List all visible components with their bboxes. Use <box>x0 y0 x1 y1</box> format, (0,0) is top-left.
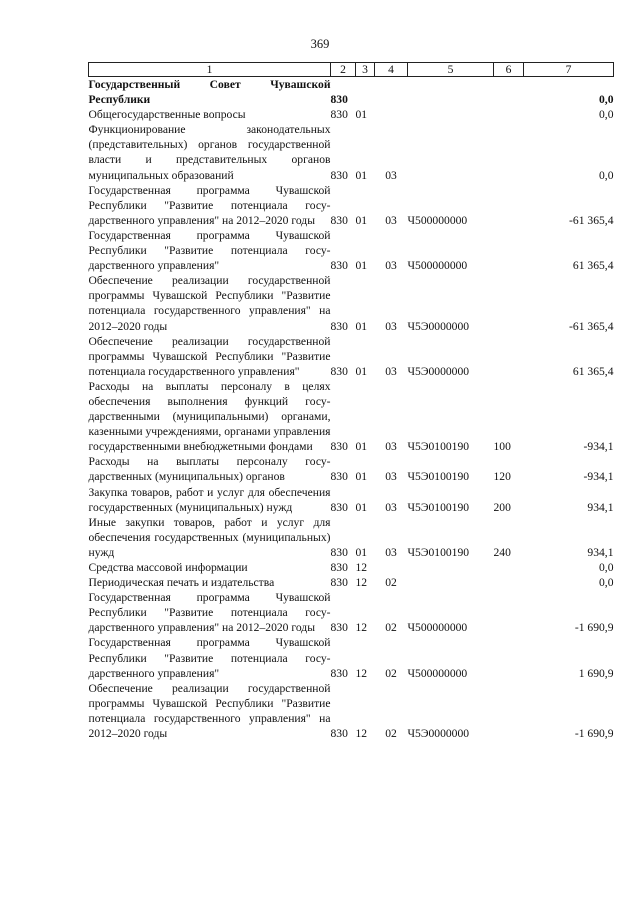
target-article-cell <box>408 122 494 182</box>
row-name-cell: Государственный Совет Чувашской Республики <box>88 78 331 107</box>
target-article-cell: Ч5Э0000000 <box>407 319 470 333</box>
section-code-cell: 01 <box>355 364 368 378</box>
admin-code-cell: 830 <box>330 621 348 635</box>
amount-cell: 61 365,4 <box>572 259 614 273</box>
subsection-code-cell: 02 <box>385 727 397 741</box>
target-article-cell: Ч5Э0100190 <box>407 470 470 484</box>
admin-code-cell: 830 <box>330 727 348 741</box>
table-row <box>89 515 614 560</box>
section-code-cell: 01 <box>355 545 368 559</box>
amount-cell: 61 365,4 <box>572 364 614 378</box>
table-row <box>89 681 614 741</box>
subsection-code-cell: 03 <box>385 319 397 333</box>
amount-cell: 934,1 <box>587 500 614 514</box>
subsection-code-cell: 03 <box>385 213 397 227</box>
expense-type-cell <box>494 183 524 228</box>
expense-type-cell: 120 <box>493 470 511 484</box>
table-row <box>89 485 614 515</box>
subsection-code-cell <box>375 560 408 575</box>
subsection-code-cell: 03 <box>385 470 397 484</box>
subsection-code-cell: 03 <box>385 168 397 182</box>
admin-code-cell: 830 <box>330 93 348 107</box>
subsection-code-cell <box>375 77 408 108</box>
expense-type-cell <box>494 122 524 182</box>
admin-code-cell: 830 <box>330 319 348 333</box>
amount-cell: -934,1 <box>583 470 614 484</box>
table-body <box>89 77 614 742</box>
row-name-cell: Обеспечение реализации государственной программы Чувашской Республики "Развитие потенциала государственного управления" <box>88 334 331 378</box>
amount-cell: -61 365,4 <box>569 319 614 333</box>
admin-code-cell: 830 <box>330 500 348 514</box>
amount-cell: 0,0 <box>599 168 614 182</box>
subsection-code-cell: 03 <box>385 440 397 454</box>
row-name-cell: Средства массовой информации <box>88 561 248 574</box>
table-row <box>89 379 614 454</box>
subsection-code-cell <box>375 107 408 122</box>
section-code-cell: 01 <box>355 213 368 227</box>
column-header-2: 2 <box>331 63 356 77</box>
admin-code-cell: 830 <box>330 364 348 378</box>
section-code-cell: 12 <box>355 576 368 590</box>
subsection-code-cell: 02 <box>385 576 397 590</box>
subsection-code-cell: 03 <box>385 545 397 559</box>
subsection-code-cell: 03 <box>385 364 397 378</box>
row-name-cell: Государственная программа Чувашской Республики "Развитие потенциала государственного управления" на 2012–2020 годы <box>88 591 331 635</box>
table-row <box>89 334 614 379</box>
table-header-row <box>89 63 614 77</box>
admin-code-cell: 830 <box>330 470 348 484</box>
table-row <box>89 635 614 680</box>
row-name-cell: Функционирование законодательных (представительных) органов государственной власти и представительных органов муниципальных образований <box>88 123 331 182</box>
admin-code-cell: 830 <box>330 168 348 182</box>
target-article-cell <box>408 107 494 122</box>
row-name-cell: Государственная программа Чувашской Республики "Развитие потенциала государственного управления" на 2012–2020 годы <box>88 183 331 227</box>
table-row <box>89 107 614 122</box>
amount-cell: -61 365,4 <box>569 213 614 227</box>
amount-cell: 0,0 <box>599 576 614 590</box>
subsection-code-cell: 02 <box>385 666 397 680</box>
section-code-cell: 01 <box>355 108 368 122</box>
section-code-cell: 01 <box>355 440 368 454</box>
row-name-cell: Государственная программа Чувашской Республики "Развитие потенциала государственного управления" <box>88 228 331 273</box>
table-row <box>89 77 614 108</box>
expense-type-cell <box>494 681 524 741</box>
row-name-cell: Общегосударственные вопросы <box>88 108 246 122</box>
table-row <box>89 560 614 575</box>
expense-type-cell <box>494 273 524 333</box>
row-name-cell: Расходы на выплаты персоналу в целях обеспечения выполнения функций государственными (муниципальными) органами, казенными учреждениями, органами управления государственными внебюджетными фондами <box>88 379 331 454</box>
row-name-cell: Обеспечение реализации государственной программы Чувашской Республики "Развитие потенциала государственного управления" на 2012–2020 годы <box>88 681 331 741</box>
admin-code-cell: 830 <box>330 213 348 227</box>
amount-cell: 0,0 <box>599 108 614 122</box>
admin-code-cell: 830 <box>330 108 348 122</box>
row-name-cell: Иные закупки товаров, работ и услуг для обеспечения государственных (муниципальных) нужд <box>88 515 331 559</box>
admin-code-cell: 830 <box>330 576 348 590</box>
expense-type-cell <box>494 334 524 379</box>
row-name-cell: Периодическая печать и издательства <box>88 576 275 590</box>
section-code-cell: 12 <box>355 561 368 574</box>
section-code-cell: 01 <box>355 500 368 514</box>
column-header-1: 1 <box>89 63 331 77</box>
expense-type-cell: 240 <box>493 545 511 559</box>
row-name-cell: Расходы на выплаты персоналу государственных (муниципальных) органов <box>88 455 331 484</box>
expense-type-cell <box>494 77 524 108</box>
row-name-cell: Обеспечение реализации государственной программы Чувашской Республики "Развитие потенциала государственного управления" на 2012–2020 годы <box>88 274 331 333</box>
admin-code-cell: 830 <box>330 259 348 273</box>
column-header-5: 5 <box>408 63 494 77</box>
admin-code-cell: 830 <box>330 666 348 680</box>
expense-type-cell <box>494 560 524 575</box>
target-article-cell <box>408 77 494 108</box>
target-article-cell: Ч5Э0100190 <box>407 545 470 559</box>
amount-cell: 1 690,9 <box>578 666 614 680</box>
target-article-cell: Ч500000000 <box>407 213 468 227</box>
target-article-cell: Ч500000000 <box>407 621 468 635</box>
budget-table <box>88 62 614 741</box>
target-article-cell: Ч5Э0000000 <box>407 364 470 378</box>
section-code-cell: 01 <box>355 168 368 182</box>
amount-cell: -1 690,9 <box>574 727 614 741</box>
amount-cell: 0,0 <box>599 93 614 107</box>
row-name-cell: Закупка товаров, работ и услуг для обеспечения государственных (муниципальных) нужд <box>88 485 331 514</box>
target-article-cell: Ч500000000 <box>407 666 468 680</box>
target-article-cell: Ч5Э0000000 <box>407 727 470 741</box>
table-row <box>89 590 614 635</box>
admin-code-cell: 830 <box>330 545 348 559</box>
column-header-4: 4 <box>375 63 408 77</box>
page-number: 369 <box>310 37 330 51</box>
amount-cell: -934,1 <box>583 440 614 454</box>
table-row <box>89 454 614 484</box>
table-row <box>89 575 614 590</box>
amount-cell: -1 690,9 <box>574 621 614 635</box>
amount-cell: 0,0 <box>599 561 614 574</box>
expense-type-cell: 100 <box>493 440 511 454</box>
subsection-code-cell: 03 <box>385 259 397 273</box>
section-code-cell: 12 <box>355 727 368 741</box>
target-article-cell: Ч500000000 <box>407 259 468 273</box>
section-code-cell <box>356 77 375 108</box>
expense-type-cell <box>494 575 524 590</box>
target-article-cell <box>408 575 494 590</box>
admin-code-cell: 830 <box>330 440 348 454</box>
section-code-cell: 01 <box>355 470 368 484</box>
row-name-cell: Государственная программа Чувашской Республики "Развитие потенциала государственного управления" <box>88 636 331 680</box>
subsection-code-cell: 02 <box>385 621 397 635</box>
section-code-cell: 12 <box>355 666 368 680</box>
section-code-cell: 01 <box>355 319 368 333</box>
expense-type-cell: 200 <box>493 500 511 514</box>
target-article-cell: Ч5Э0100190 <box>407 440 470 454</box>
table-row <box>89 122 614 182</box>
column-header-7: 7 <box>524 63 614 77</box>
section-code-cell: 01 <box>355 259 368 273</box>
target-article-cell: Ч5Э0100190 <box>407 500 470 514</box>
expense-type-cell <box>494 228 524 273</box>
column-header-3: 3 <box>356 63 375 77</box>
column-header-6: 6 <box>494 63 524 77</box>
expense-type-cell <box>494 635 524 680</box>
expense-type-cell <box>494 590 524 635</box>
subsection-code-cell: 03 <box>385 500 397 514</box>
admin-code-cell: 830 <box>330 561 348 574</box>
table-row <box>89 228 614 273</box>
target-article-cell <box>408 560 494 575</box>
amount-cell: 934,1 <box>587 545 614 559</box>
table-row <box>89 183 614 228</box>
table-row <box>89 273 614 333</box>
section-code-cell: 12 <box>355 621 368 635</box>
expense-type-cell <box>494 107 524 122</box>
